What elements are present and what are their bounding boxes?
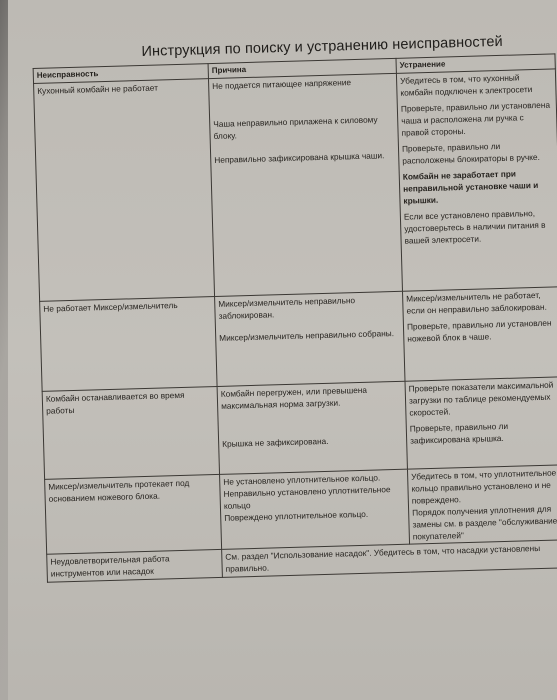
table-row bbox=[42, 376, 557, 479]
cause-item: Миксер/измельчитель неправильно собраны. bbox=[219, 327, 395, 343]
cause-cell bbox=[215, 291, 405, 386]
cause-item: Миксер/измельчитель неправильно заблокирован. bbox=[218, 294, 356, 321]
cause-cell bbox=[220, 469, 410, 549]
table-row bbox=[40, 286, 557, 391]
solution-cell bbox=[402, 286, 557, 380]
troubleshooting-document bbox=[32, 31, 557, 579]
solution-item: Проверьте, правильно ли зафиксирована крышка. bbox=[409, 420, 509, 446]
solution-item-warning: Комбайн не заработает при неправильной установке чаши и крышки. bbox=[402, 168, 539, 206]
solution-item: Убедитесь в том, что уплотнительное кольцо правильно установлено и не повреждено. bbox=[411, 467, 557, 506]
header-cause: Причина bbox=[208, 58, 396, 78]
solution-item: Проверьте показатели максимальной загрузки по таблице рекомендуемых скоростей. bbox=[408, 379, 554, 418]
header-solution: Устранение bbox=[396, 54, 555, 73]
cause-item: Не подается питающее напряжение bbox=[212, 76, 352, 91]
solution-cell bbox=[407, 464, 557, 544]
problem-cell: Неудовлетворительная работа инструментов или насадок bbox=[47, 549, 223, 582]
cause-cell bbox=[217, 381, 407, 474]
document-title: Инструкция по поиску и устранению неисправностей bbox=[141, 33, 503, 60]
solution-item: Если все установлено правильно, удостоверьтесь в наличии питания в вашей электросети. bbox=[403, 207, 546, 246]
troubleshooting-table bbox=[33, 53, 557, 582]
solution-item: Проверьте, правильно ли расположены блокираторы в ручке. bbox=[401, 140, 541, 166]
problem-cell: Не работает Миксер/измельчитель bbox=[40, 296, 217, 391]
solution-item: Проверьте, правильно ли установлен ножевой блок в чаше. bbox=[406, 317, 552, 344]
merged-solution-cell: См. раздел "Использование насадок". Убедитесь в том, что насадки установлены правильно. bbox=[222, 539, 557, 577]
cause-item: Крышка не зафиксирована. bbox=[222, 435, 329, 449]
cause-item: Неправильно установлено уплотнительное кольцо bbox=[223, 483, 391, 511]
cause-item: Чаша неправильно прилажена к силовому блоку. bbox=[213, 113, 378, 141]
cause-item: Не установлено уплотнительное кольцо. bbox=[223, 472, 381, 487]
cause-item: Комбайн перегружен, или превышена максимальная норма загрузки. bbox=[220, 384, 368, 411]
cause-item: Повреждено уплотнительное кольцо. bbox=[224, 508, 369, 523]
table-row bbox=[34, 68, 557, 300]
problem-cell: Кухонный комбайн не работает bbox=[34, 78, 215, 301]
problem-cell: Комбайн останавливается во время работы bbox=[42, 386, 219, 479]
cause-cell bbox=[208, 73, 402, 296]
solution-cell bbox=[396, 68, 557, 290]
paper-page bbox=[8, 0, 557, 700]
solution-item: Убедитесь в том, что кухонный комбайн подключен к электросети bbox=[399, 71, 533, 98]
problem-cell: Миксер/измельчитель протекает под основанием ножевого блока. bbox=[45, 474, 222, 554]
solution-item: Порядок получения уплотнения для замены см. в разделе "обслуживание покупателей" bbox=[412, 503, 557, 542]
solution-item: Миксер/измельчитель не работает, если он неправильно заблокирован. bbox=[406, 289, 547, 316]
header-problem: Неисправность bbox=[33, 64, 208, 83]
table-row bbox=[45, 464, 557, 554]
solution-item: Проверьте, правильно ли установлена чаша и расположена ли ручка с правой стороны. bbox=[400, 99, 551, 138]
solution-cell bbox=[405, 376, 557, 468]
cause-item: Неправильно зафиксирована крышка чаши. bbox=[214, 149, 385, 165]
